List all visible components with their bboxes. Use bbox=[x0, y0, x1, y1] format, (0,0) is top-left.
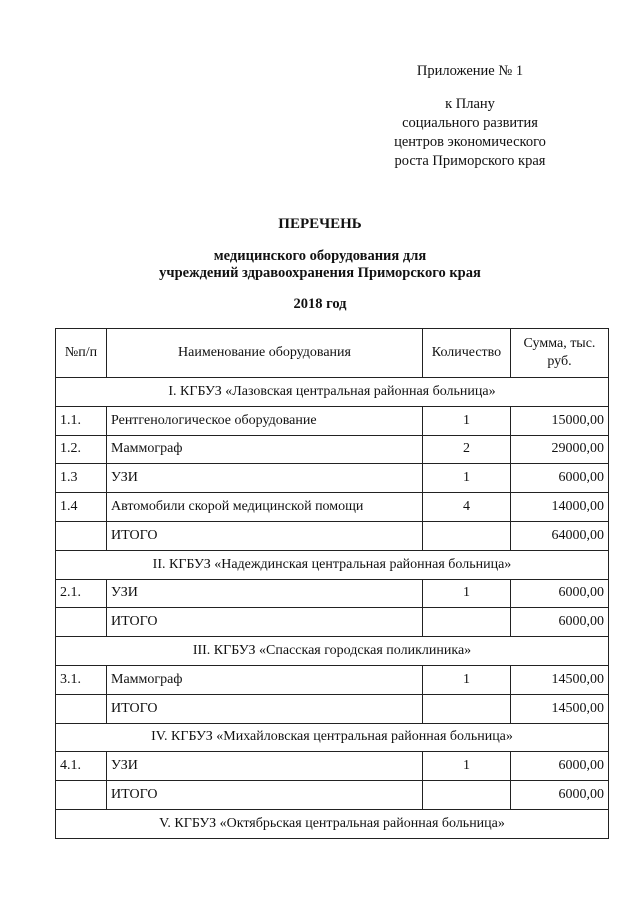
subtitle-line: учреждений здравоохранения Приморского края bbox=[159, 265, 481, 281]
row-equipment-name: Автомобили скорой медицинской помощи bbox=[107, 493, 423, 522]
total-sum: 6000,00 bbox=[511, 781, 609, 810]
row-sum: 6000,00 bbox=[511, 464, 609, 493]
section-row bbox=[56, 378, 609, 407]
table-row bbox=[56, 406, 609, 435]
total-row bbox=[56, 781, 609, 810]
header-qty: Количество bbox=[423, 329, 511, 378]
appendix-line: к Плану bbox=[445, 96, 495, 112]
table-row bbox=[56, 579, 609, 608]
row-sum: 14500,00 bbox=[511, 665, 609, 694]
total-sum: 64000,00 bbox=[511, 521, 609, 550]
total-sum: 14500,00 bbox=[511, 694, 609, 723]
row-quantity: 4 bbox=[423, 493, 511, 522]
row-quantity: 2 bbox=[423, 435, 511, 464]
section-title: II. КГБУЗ «Надеждинская центральная районная больница» bbox=[56, 550, 609, 579]
appendix-line: центров экономического bbox=[394, 134, 546, 150]
total-num-cell bbox=[56, 608, 107, 637]
table-row bbox=[56, 464, 609, 493]
total-row bbox=[56, 608, 609, 637]
total-row bbox=[56, 521, 609, 550]
row-equipment-name: УЗИ bbox=[107, 752, 423, 781]
header-sum: Сумма, тыс. руб. bbox=[511, 329, 609, 378]
appendix-line: роста Приморского края bbox=[394, 153, 546, 169]
table-row bbox=[56, 665, 609, 694]
row-sum: 29000,00 bbox=[511, 435, 609, 464]
row-sum: 6000,00 bbox=[511, 579, 609, 608]
appendix-line: социального развития bbox=[402, 115, 538, 131]
section-row bbox=[56, 809, 609, 838]
total-qty-cell bbox=[423, 521, 511, 550]
total-num-cell bbox=[56, 521, 107, 550]
total-label: ИТОГО bbox=[107, 521, 423, 550]
header-num: №п/п bbox=[56, 329, 107, 378]
document-title: ПЕРЕЧЕНЬ bbox=[278, 216, 362, 232]
section-title: III. КГБУЗ «Спасская городская поликлиника» bbox=[56, 637, 609, 666]
total-qty-cell bbox=[423, 608, 511, 637]
row-sum: 14000,00 bbox=[511, 493, 609, 522]
total-num-cell bbox=[56, 781, 107, 810]
total-label: ИТОГО bbox=[107, 781, 423, 810]
row-equipment-name: УЗИ bbox=[107, 464, 423, 493]
total-num-cell bbox=[56, 694, 107, 723]
appendix-block bbox=[350, 62, 590, 171]
row-quantity: 1 bbox=[423, 665, 511, 694]
row-equipment-name: Маммограф bbox=[107, 435, 423, 464]
table-body bbox=[56, 378, 609, 839]
row-equipment-name: Рентгенологическое оборудование bbox=[107, 406, 423, 435]
section-row bbox=[56, 637, 609, 666]
row-number: 1.2. bbox=[56, 435, 107, 464]
row-sum: 15000,00 bbox=[511, 406, 609, 435]
total-label: ИТОГО bbox=[107, 694, 423, 723]
table-row bbox=[56, 493, 609, 522]
row-quantity: 1 bbox=[423, 406, 511, 435]
subtitle-line: медицинского оборудования для bbox=[213, 248, 427, 264]
header-name: Наименование оборудования bbox=[107, 329, 423, 378]
row-number: 1.4 bbox=[56, 493, 107, 522]
section-title: V. КГБУЗ «Октябрьская центральная районная больница» bbox=[56, 809, 609, 838]
row-quantity: 1 bbox=[423, 579, 511, 608]
appendix-number: Приложение № 1 bbox=[416, 63, 524, 79]
document-year: 2018 год bbox=[293, 296, 347, 312]
table-header-row bbox=[56, 329, 609, 378]
row-quantity: 1 bbox=[423, 752, 511, 781]
row-number: 4.1. bbox=[56, 752, 107, 781]
section-row bbox=[56, 550, 609, 579]
section-title: I. КГБУЗ «Лазовская центральная районная больница» bbox=[56, 378, 609, 407]
row-equipment-name: УЗИ bbox=[107, 579, 423, 608]
total-sum: 6000,00 bbox=[511, 608, 609, 637]
row-sum: 6000,00 bbox=[511, 752, 609, 781]
equipment-table bbox=[55, 328, 609, 839]
section-row bbox=[56, 723, 609, 752]
row-equipment-name: Маммограф bbox=[107, 665, 423, 694]
total-row bbox=[56, 694, 609, 723]
total-label: ИТОГО bbox=[107, 608, 423, 637]
total-qty-cell bbox=[423, 781, 511, 810]
row-number: 1.3 bbox=[56, 464, 107, 493]
table-row bbox=[56, 435, 609, 464]
row-number: 2.1. bbox=[56, 579, 107, 608]
table-row bbox=[56, 752, 609, 781]
row-quantity: 1 bbox=[423, 464, 511, 493]
document-subtitle bbox=[0, 248, 640, 282]
row-number: 1.1. bbox=[56, 406, 107, 435]
total-qty-cell bbox=[423, 694, 511, 723]
section-title: IV. КГБУЗ «Михайловская центральная районная больница» bbox=[56, 723, 609, 752]
row-number: 3.1. bbox=[56, 665, 107, 694]
